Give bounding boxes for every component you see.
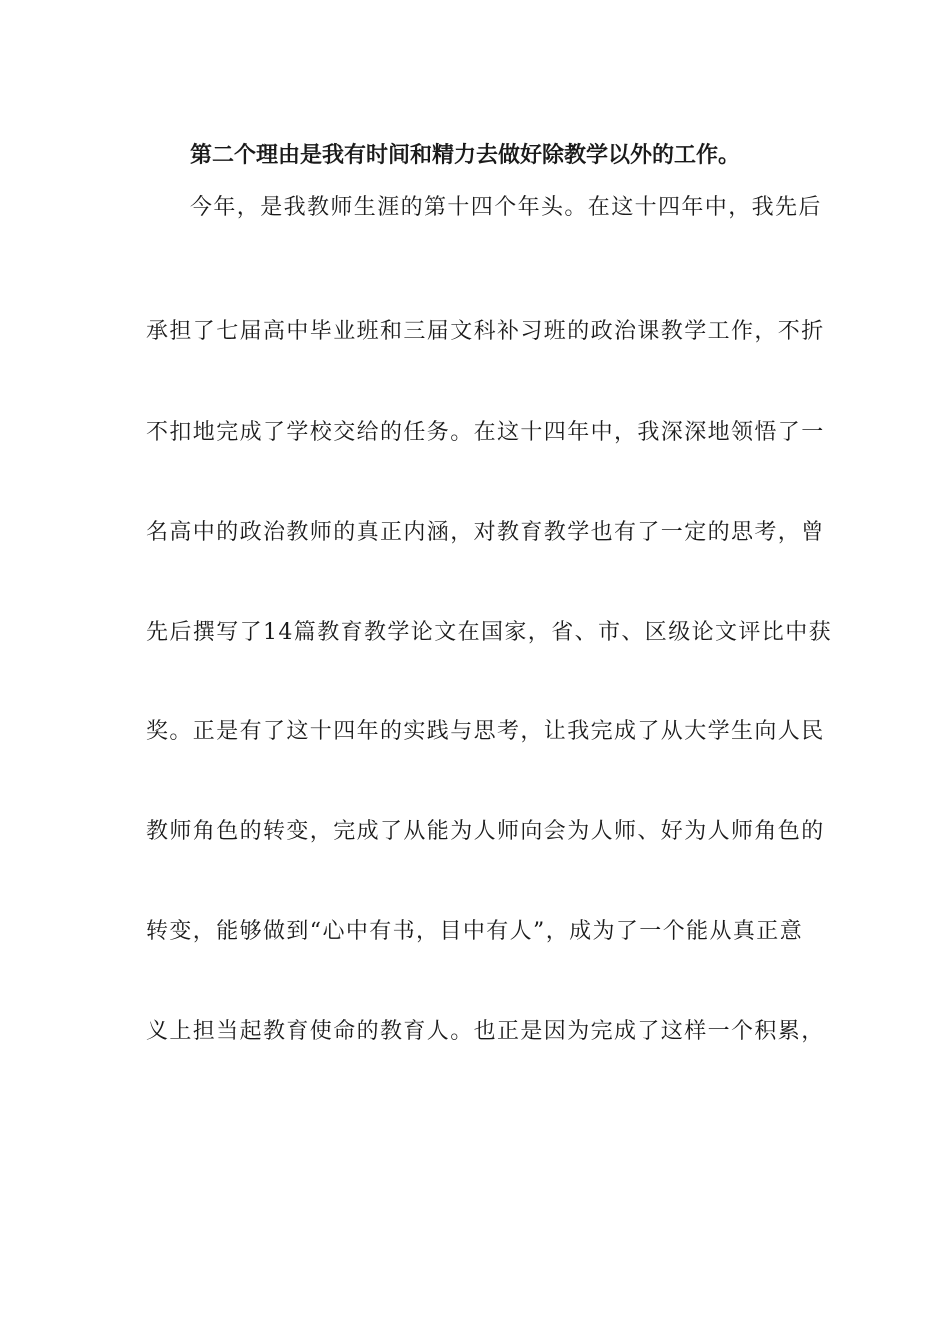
body-line-7: 教师角色的转变，完成了从能为人师向会为人师、好为人师角色的 [146,819,825,844]
body-line-8: 转变，能够做到“心中有书，目中有人”，成为了一个能从真正意 [146,919,804,944]
body-line-1: 今年，是我教师生涯的第十四个年头。在这十四年中，我先后 [190,195,822,220]
body-line-2: 承担了七届高中毕业班和三届文科补习班的政治课教学工作，不折 [146,319,825,344]
body-line-5: 先后撰写了14篇教育教学论文在国家，省、市、区级论文评比中获 [146,620,832,645]
paragraph-heading: 第二个理由是我有时间和精力去做好除教学以外的工作。 [190,142,741,168]
body-line-4: 名高中的政治教师的真正内涵，对教育教学也有了一定的思考，曾 [146,520,825,545]
body-line-3: 不扣地完成了学校交给的任务。在这十四年中，我深深地领悟了一 [146,420,825,445]
body-line-9: 义上担当起教育使命的教育人。也正是因为完成了这样一个积累， [146,1019,825,1044]
body-line-6: 奖。正是有了这十四年的实践与思考，让我完成了从大学生向人民 [146,719,825,744]
